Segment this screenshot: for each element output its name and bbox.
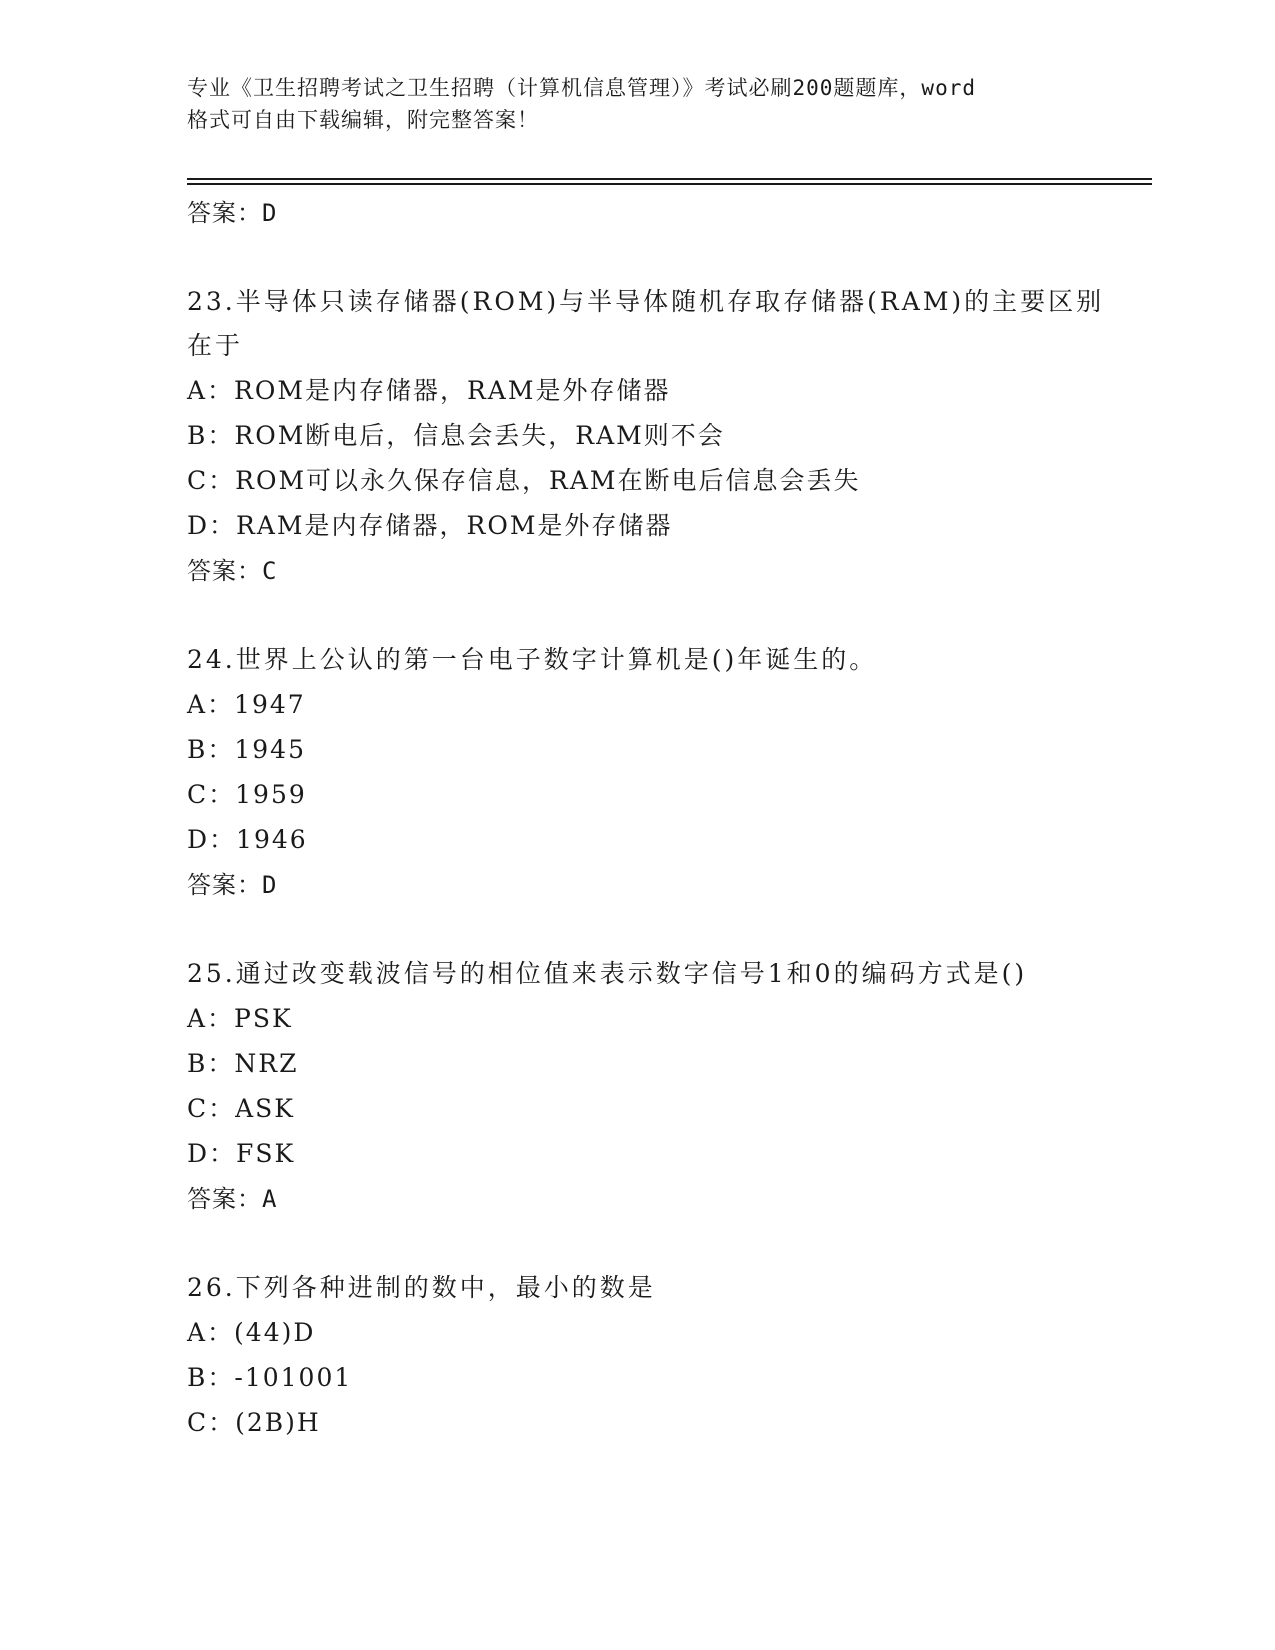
- header-line-1: 专业《卫生招聘考试之卫生招聘（计算机信息管理）》考试必刷200题题库，word: [187, 76, 976, 100]
- question-stem-line: 25.通过改变载波信号的相位值来表示数字信号1和0的编码方式是(): [187, 959, 1028, 988]
- question-stem: [187, 1266, 1152, 1310]
- header-divider-top: [187, 178, 1152, 180]
- option-a: A：ROM是内存储器，RAM是外存储器: [187, 376, 671, 405]
- option-c: C：1959: [187, 780, 307, 809]
- answer-line: 答案：D: [187, 199, 278, 227]
- option-d: D：RAM是内存储器，ROM是外存储器: [187, 511, 673, 540]
- question-23: [187, 280, 1152, 594]
- question-stem-line: 24.世界上公认的第一台电子数字计算机是()年诞生的。: [187, 645, 878, 674]
- question-stem: [187, 280, 1152, 368]
- option-b: B：NRZ: [187, 1049, 299, 1078]
- option-d: D：1946: [187, 825, 308, 854]
- option-c: C：ROM可以永久保存信息，RAM在断电后信息会丢失: [187, 466, 861, 495]
- document-header: [187, 72, 1087, 136]
- question-24: [187, 638, 1152, 908]
- option-d: D：FSK: [187, 1139, 296, 1168]
- option-b: B：-101001: [187, 1363, 353, 1392]
- option-b: B：ROM断电后，信息会丢失，RAM则不会: [187, 421, 725, 450]
- document-body: [187, 190, 1152, 1445]
- question-26: [187, 1266, 1152, 1445]
- question-stem-line: 在于: [187, 331, 244, 360]
- answer-line: 答案：C: [187, 557, 278, 585]
- option-c: C：ASK: [187, 1094, 295, 1123]
- header-divider-bottom: [187, 183, 1152, 185]
- option-b: B：1945: [187, 735, 306, 764]
- question-stem: [187, 952, 1152, 996]
- question-stem-line: 26.下列各种进制的数中，最小的数是: [187, 1273, 656, 1302]
- option-a: A：1947: [187, 690, 306, 719]
- question-stem: [187, 638, 1152, 682]
- answer-line: 答案：A: [187, 1185, 278, 1213]
- option-a: A：PSK: [187, 1004, 293, 1033]
- option-a: A：(44)D: [187, 1318, 316, 1347]
- option-c: C：(2B)H: [187, 1408, 321, 1437]
- header-line-2: 格式可自由下载编辑，附完整答案！: [187, 108, 539, 132]
- question-25: [187, 952, 1152, 1222]
- question-stem-line: 23.半导体只读存储器(ROM)与半导体随机存取存储器(RAM)的主要区别: [187, 287, 1105, 316]
- answer-line: 答案：D: [187, 871, 278, 899]
